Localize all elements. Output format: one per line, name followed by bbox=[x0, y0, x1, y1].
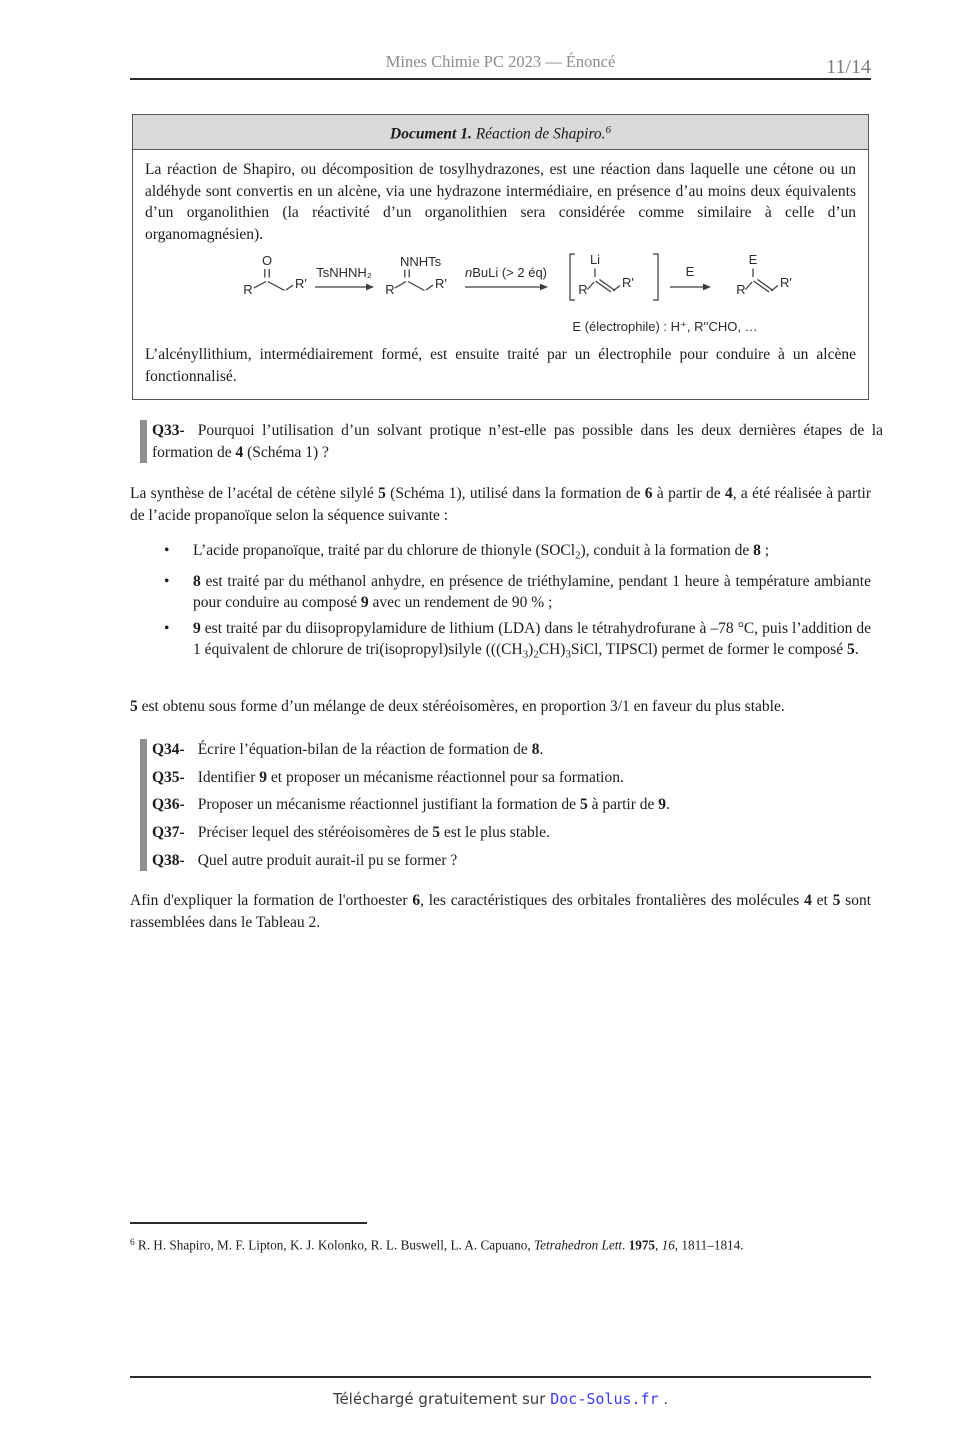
ketone-r-label: R bbox=[243, 282, 253, 298]
intermediate-r-label: R bbox=[578, 282, 588, 298]
shapiro-outro-paragraph: L’alcényllithium, intermédiairement formé, est ensuite traité par un électrophile pour conduire à un alcène fonctionnalisé. bbox=[145, 346, 856, 385]
question-q33 bbox=[152, 420, 883, 463]
bullet-icon: • bbox=[164, 572, 170, 590]
synthesis-steps-list bbox=[130, 540, 871, 670]
arrow-tosylhydrazide bbox=[315, 265, 374, 290]
list-item-text: 9 est traité par du diisopropylamidure de lithium (LDA) dans le tétrahydrofurane à –78 °C, puis l’addition de 1 équivalent de chlorure de tri(isopropyl)silyle ($((CH_3)_2CH)_3SiCl$, TIPSCl) permet de former le composé 5. bbox=[193, 619, 871, 661]
document-box bbox=[132, 114, 869, 400]
question-q34-text: Écrire l’équation-bilan de la réaction de formation de 8. bbox=[197, 741, 544, 758]
arrow-nbuli bbox=[465, 265, 548, 290]
question-q36-text: Proposer un mécanisme réactionnel justifiant la formation de 5 à partir de 9. bbox=[197, 796, 670, 814]
question-q38 bbox=[152, 850, 883, 872]
electrophile-arrow-label: E bbox=[685, 264, 695, 280]
question-q33-text: Pourquoi l’utilisation d’un solvant protique n’est-elle pas possible dans les deux dernières étapes de la formation de 4 (Schéma 1) ? bbox=[152, 422, 883, 461]
orbitals-paragraph: Afin d'expliquer la formation de l'orthoester 6, les caractéristiques des orbitales frontalières des molécules 4 et 5 sont rassemblées dans le Tableau 2. bbox=[130, 892, 871, 931]
question-q35-label: Q35- bbox=[152, 768, 185, 786]
vinyllithium-intermediate bbox=[570, 252, 658, 300]
question-q38-text: Quel autre produit aurait-il pu se former ? bbox=[197, 851, 458, 869]
question-q36-label: Q36- bbox=[152, 796, 185, 814]
question-q36 bbox=[152, 794, 883, 816]
page-header bbox=[130, 48, 871, 80]
question-block-q33 bbox=[140, 420, 883, 463]
page-number: 11/14 bbox=[826, 56, 871, 78]
intermediate-rprime-label: R' bbox=[622, 275, 634, 291]
question-q38-label: Q38- bbox=[152, 851, 185, 869]
question-block-q34-q38 bbox=[140, 739, 883, 871]
bullet-icon: • bbox=[164, 542, 170, 559]
bullet-icon: • bbox=[164, 619, 170, 637]
question-q35-text: Identifier 9 et proposer un mécanisme réactionnel pour sa formation. bbox=[197, 768, 624, 786]
document-box-body bbox=[132, 150, 869, 400]
product-alkene-structure bbox=[736, 252, 792, 297]
doc-solus-link[interactable]: Doc-Solus.fr bbox=[550, 1390, 659, 1408]
question-q34-label: Q34- bbox=[152, 741, 185, 758]
hydrazone-rprime-label: R' bbox=[435, 276, 447, 292]
question-q37-label: Q37- bbox=[152, 824, 185, 842]
product-e-label: E bbox=[748, 252, 758, 268]
document-box-title: Document 1. Réaction de Shapiro.$^6$ bbox=[132, 114, 869, 150]
shapiro-reaction-scheme bbox=[145, 247, 857, 342]
electrophile-note: E (électrophile) : H⁺, R''CHO, … bbox=[572, 319, 758, 335]
nbuli-label: nBuLi (> 2 éq) bbox=[464, 265, 548, 281]
ketone-rprime-label: R' bbox=[295, 276, 307, 292]
mixture-paragraph: 5 est obtenu sous forme d’un mélange de deux stéréoisomères, en proportion 3/1 en faveur du plus stable. bbox=[130, 698, 785, 715]
intermediate-li-label: Li bbox=[589, 252, 601, 268]
list-item-text: 8 est traité par du méthanol anhydre, en présence de triéthylamine, pendant 1 heure à température ambiante pour conduire au composé 9 avec un rendement de 90 % ; bbox=[193, 572, 871, 612]
list-item bbox=[130, 618, 871, 666]
product-rprime-label: R' bbox=[780, 275, 792, 291]
footnote bbox=[130, 1222, 871, 1255]
footnote-rule bbox=[130, 1222, 367, 1224]
page-footer bbox=[130, 1376, 871, 1411]
footnote-text: $^6$ R. H. Shapiro, M. F. Lipton, K. J. Kolonko, R. L. Buswell, L. A. Capuano, Tetrahedron Lett. 1975, 16, 1811–1814. bbox=[130, 1237, 744, 1253]
arrow-electrophile bbox=[670, 264, 711, 290]
hydrazone-structure bbox=[385, 254, 447, 297]
tosylhydrazide-label: TsNHNH₂ bbox=[316, 265, 372, 281]
header-title: Mines Chimie PC 2023 — Énoncé bbox=[385, 52, 616, 71]
ketone-o-label: O bbox=[261, 253, 273, 269]
question-q33-label: Q33- bbox=[152, 422, 185, 439]
question-q35 bbox=[152, 767, 883, 789]
footer-prefix: Téléchargé gratuitement sur bbox=[332, 1390, 551, 1408]
list-item bbox=[130, 540, 871, 567]
synthesis-paragraph: La synthèse de l’acétal de cétène silylé 5 (Schéma 1), utilisé dans la formation de 6 à partir de 4, a été réalisée à partir de l’acide propanoïque selon la séquence suivante : bbox=[130, 485, 871, 524]
footer-suffix: . bbox=[658, 1390, 669, 1408]
question-q37 bbox=[152, 822, 883, 844]
question-q34 bbox=[152, 739, 883, 761]
list-item-text: L’acide propanoïque, traité par du chlorure de thionyle (SOCl$_2$), conduit à la formation de 8 ; bbox=[193, 542, 770, 562]
product-r-label: R bbox=[736, 282, 746, 298]
hydrazone-r-label: R bbox=[385, 282, 395, 298]
footer-text bbox=[130, 1378, 871, 1411]
shapiro-intro-paragraph: La réaction de Shapiro, ou décomposition de tosylhydrazones, est une réaction dans laquelle une cétone ou un aldéhyde sont convertis en un alcène, via une hydrazone intermédiaire, en présence d’au moins deux équivalents d’un organolithien (la réactivité d’un organolithien sera considérée comme similaire à celle d’un organomagnésien). bbox=[145, 161, 856, 243]
ketone-structure bbox=[243, 253, 307, 297]
hydrazone-nnhts-label: NNHTs bbox=[400, 254, 442, 270]
question-q37-text: Préciser lequel des stéréoisomères de 5 est le plus stable. bbox=[197, 824, 550, 842]
list-item bbox=[130, 571, 871, 614]
